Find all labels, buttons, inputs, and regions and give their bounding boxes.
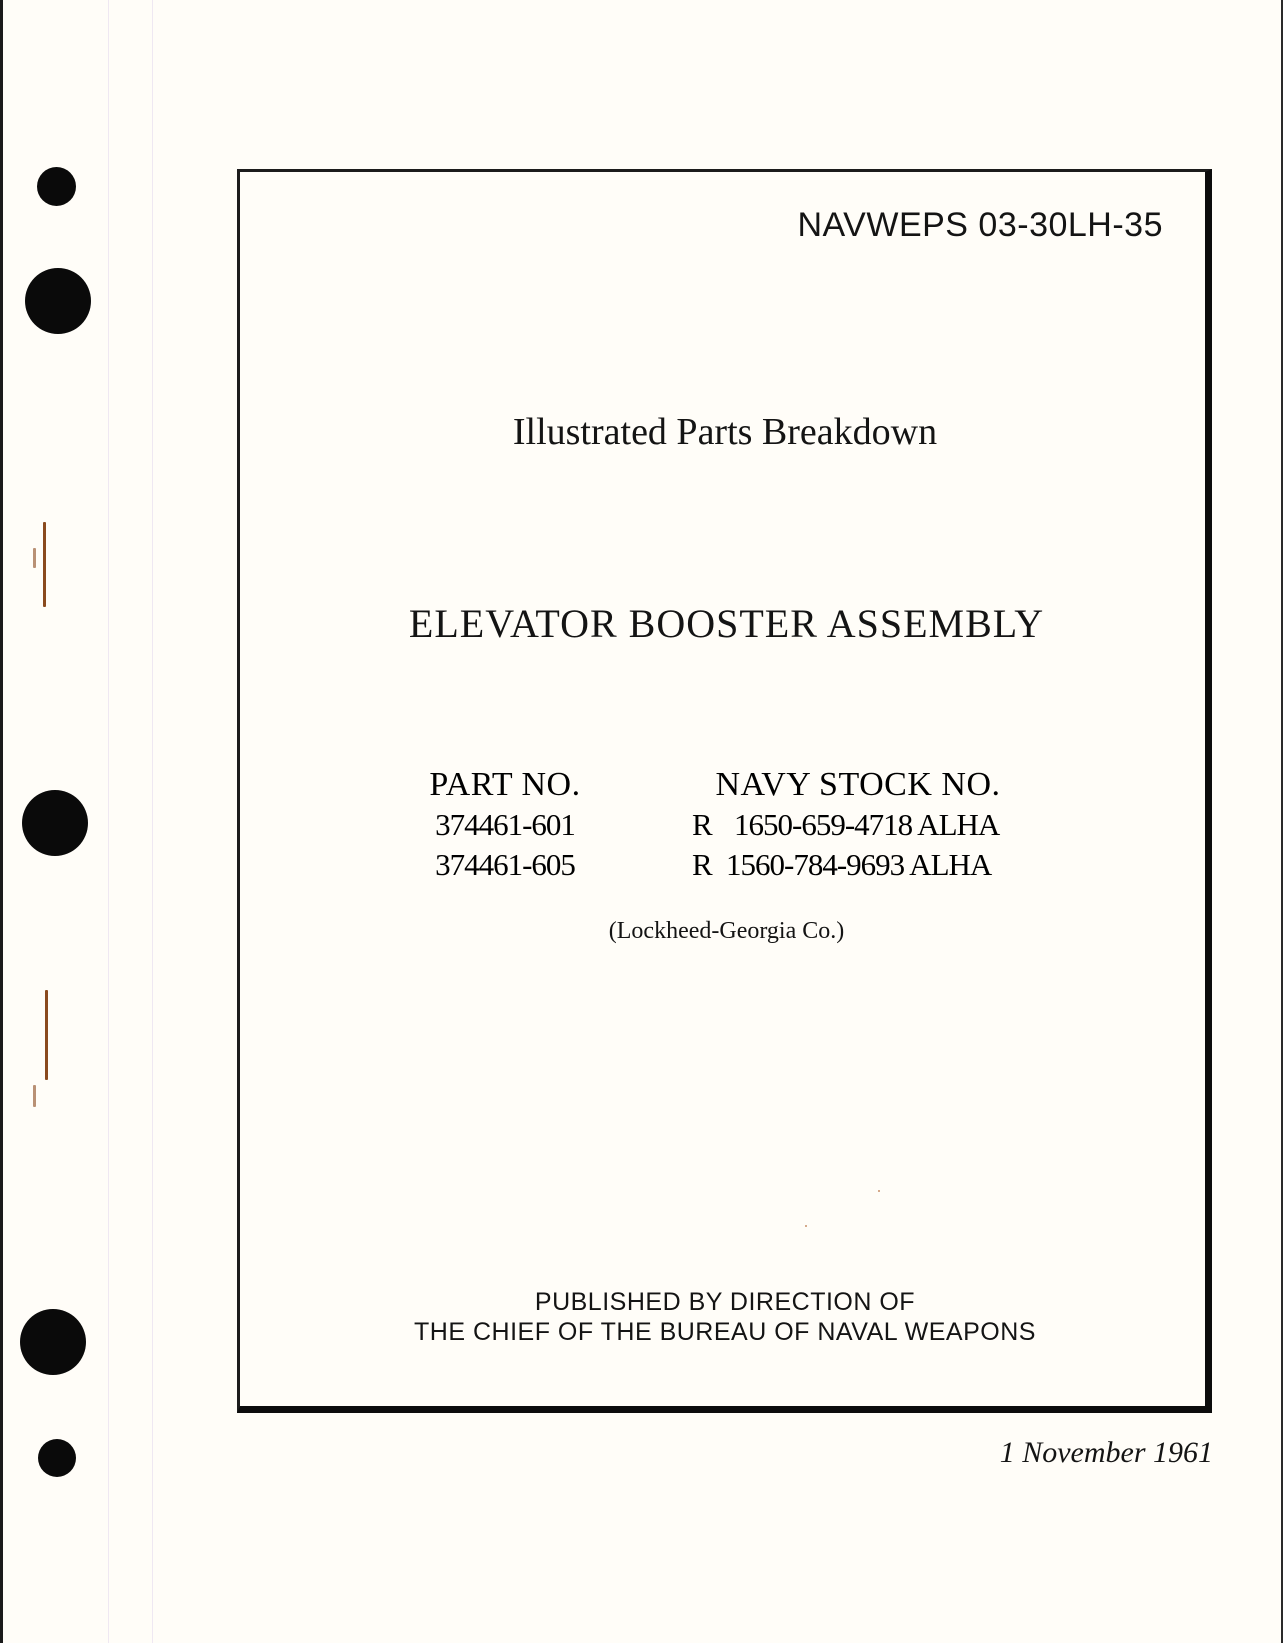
document-type: Illustrated Parts Breakdown xyxy=(512,411,938,453)
document-title: ELEVATOR BOOSTER ASSEMBLY xyxy=(408,601,1045,646)
part-number-cell: 374461-605 xyxy=(435,847,575,882)
navy-stock-number-header: NAVY STOCK NO. xyxy=(715,766,1001,803)
part-number-cell: 374461-601 xyxy=(435,807,575,842)
staple-rust-mark xyxy=(33,548,36,568)
part-number-column xyxy=(400,765,610,885)
authority-line: PUBLISHED BY DIRECTION OF xyxy=(534,1288,916,1316)
staple-rust-mark xyxy=(33,1085,36,1107)
punch-hole-icon xyxy=(38,1439,76,1477)
stock-prefix: R xyxy=(692,847,712,882)
stock-number: 1650-659-4718 ALHA xyxy=(734,807,1000,842)
fold-line xyxy=(152,0,153,1643)
punch-hole-icon xyxy=(37,167,76,206)
authority-line: THE CHIEF OF THE BUREAU OF NAVAL WEAPONS xyxy=(414,1318,1036,1346)
stock-number: 1560-784-9693 ALHA xyxy=(726,847,992,882)
staple-rust-mark xyxy=(43,522,46,607)
page-left-edge xyxy=(0,0,3,1643)
issue-date: 1 November 1961 xyxy=(999,1436,1213,1469)
staple-rust-mark xyxy=(45,990,48,1080)
part-number-header: PART NO. xyxy=(429,766,581,803)
stock-prefix: R xyxy=(692,807,712,842)
document-number: NAVWEPS 03-30LH-35 xyxy=(797,206,1163,244)
navy-stock-number-cell xyxy=(688,845,1028,885)
punch-hole-icon xyxy=(22,790,88,856)
navy-stock-number-column xyxy=(688,765,1028,885)
navy-stock-number-cell xyxy=(688,805,1028,845)
fold-line xyxy=(108,0,109,1643)
punch-hole-icon xyxy=(25,268,91,334)
manufacturer: (Lockheed-Georgia Co.) xyxy=(608,918,845,944)
